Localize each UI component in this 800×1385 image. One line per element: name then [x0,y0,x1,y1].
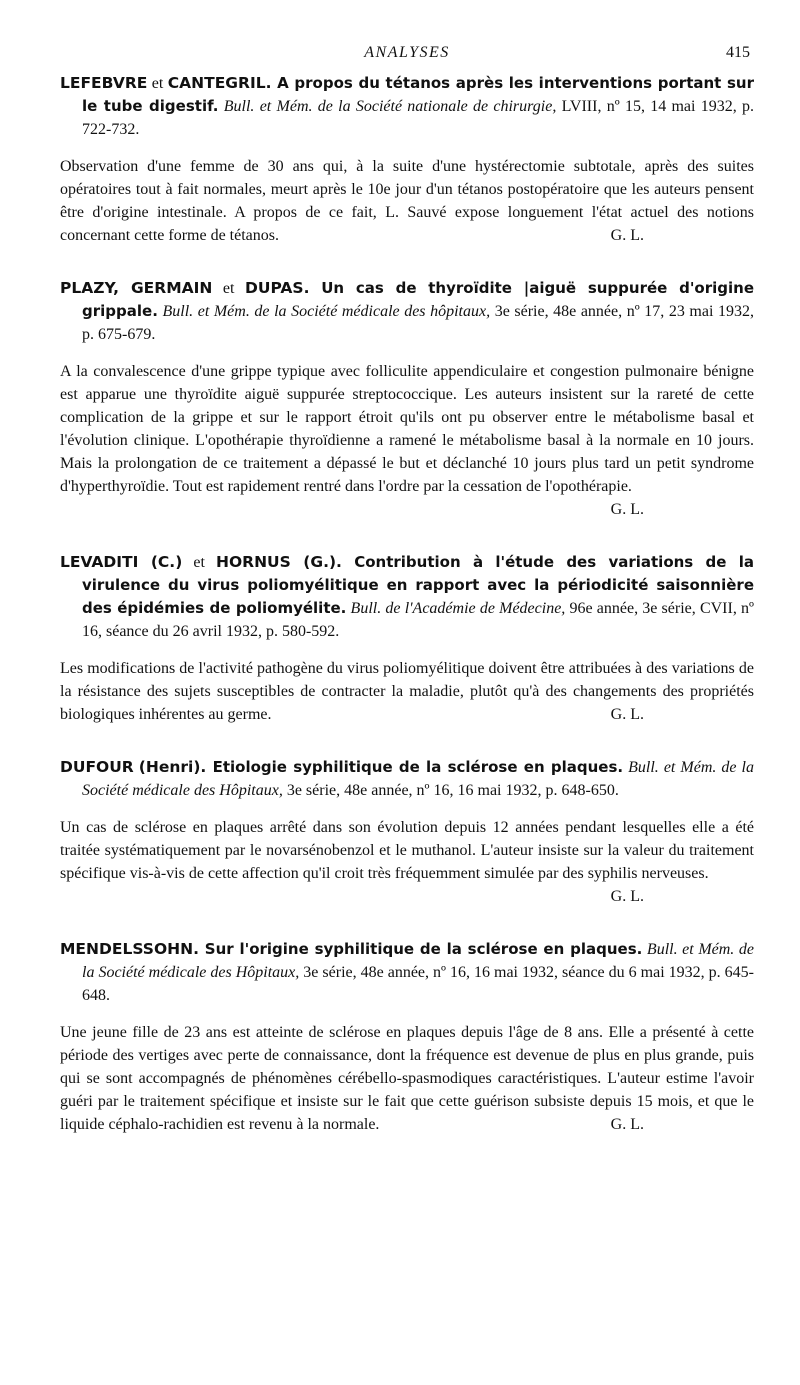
publication-details: 3e série, 48e année, nº 16, 16 mai 1932, p. 648-650. [282,782,619,799]
article-title: Contribution à l'étude des variations de la virulence du virus poliomyélitique en rapport avec la périodicité saisonnière des épidémies de poliomyélite. [82,553,755,617]
journal-name: Bull. et Mém. de la Société médicale des Hôpitaux, [82,941,754,981]
abstract-text [60,360,754,521]
page-number: 415 [726,44,750,61]
journal-name: Bull. et Mém. de la Société médicale des hôpitaux, [157,303,491,320]
reviewer-signature: G. L. [610,888,644,905]
publication-details: 96e année, 3e série, CVII, nº 16, séance du 26 avril 1932, p. 580-592. [82,600,754,640]
abstract-body: Les modifications de l'activité pathogène du virus poliomyélitique doivent être attribuées à des variations de la résistance des sujets susceptibles de contracter la maladie, plutôt qu'à des changements des propriétés biologiques inhérentes au germe. [60,660,754,723]
author-name: LEVADITI (C.) [60,553,183,571]
abstract-entry [60,551,754,726]
abstract-text [60,816,754,908]
article-title: Etiologie syphilitique de la sclérose en plaques. [206,758,624,776]
publication-details: 3e série, 48e année, nº 16, 16 mai 1932, séance du 6 mai 1932, p. 645-648. [82,964,755,1004]
abstract-text [60,657,754,726]
author-name: DUFOUR [60,758,134,776]
author-name: MENDELSSOHN. [60,940,199,958]
abstract-entry [60,72,754,247]
reviewer-signature: G. L. [610,501,644,518]
journal-name: Bull. et Mém. de la Société médicale des Hôpitaux, [82,759,754,799]
bibliographic-reference [60,938,754,1007]
abstract-entry [60,277,754,521]
abstract-entry [60,756,754,908]
journal-name: Bull. et Mém. de la Société nationale de chirurgie, [218,98,557,115]
author-name: DUPAS. [245,279,310,297]
author-name: (Henri). [138,758,207,776]
reviewer-signature: G. L. [610,1116,644,1133]
journal-name: Bull. de l'Académie de Médecine, [346,600,566,617]
publication-details: LVIII, nº 15, 14 mai 1932, p. 722-732. [82,98,755,138]
running-title: ANALYSES [364,44,450,61]
abstract-body: Une jeune fille de 23 ans est atteinte de sclérose en plaques depuis l'âge de 8 ans. Elle a présenté à cette période des vertiges avec perte de connaissance, dont la fréquence est devenue de plus en plus grande, puis qui se sont accompagnés de phénomènes cérébello-spasmodiques caractéristiques. L'auteur estime l'avoir guéri par le traitement spécifique et insiste sur le fait que cette guérison subsiste depuis 15 mois, et que le liquide céphalo-rachidien est revenu à la normale. [60,1024,754,1133]
running-header [60,38,754,72]
author-name: PLAZY, GERMAIN [60,279,213,297]
article-title: Un cas de thyroïdite |aiguë suppurée d'origine grippale. [82,279,755,320]
reviewer-signature: G. L. [610,227,644,244]
author-name: CANTEGRIL. [167,74,272,92]
bibliographic-reference [60,756,754,802]
reviewer-signature: G. L. [610,706,644,723]
author-name: HORNUS (G.). [215,553,342,571]
author-conjunction: et [147,75,168,92]
bibliographic-reference [60,72,754,141]
article-title: A propos du tétanos après les interventions portant sur le tube digestif. [82,74,754,115]
author-conjunction: et [212,280,246,297]
article-title: Sur l'origine syphilitique de la sclérose en plaques. [198,940,643,958]
abstract-text [60,1021,754,1136]
abstract-body: Observation d'une femme de 30 ans qui, à la suite d'une hystérectomie subtotale, après des suites opératoires tout à fait normales, meurt après le 10e jour d'un tétanos postopératoire que les auteurs pensent être d'origine intestinale. A propos de ce fait, L. Sauvé expose longuement l'état actuel des notions concernant cette forme de tétanos. [60,158,754,244]
abstract-text [60,155,754,247]
author-name: LEFEBVRE [60,74,148,92]
author-conjunction: et [182,554,216,571]
bibliographic-reference [60,551,754,643]
bibliographic-reference [60,277,754,346]
abstract-entry [60,938,754,1136]
publication-details: 3e série, 48e année, nº 17, 23 mai 1932, p. 675-679. [82,303,754,343]
abstract-body: Un cas de sclérose en plaques arrêté dans son évolution depuis 12 années pendant lesquelles elle a été traitée systématiquement par le novarsénobenzol et le muthanol. L'auteur insiste sur la valeur du traitement spécifique vis-à-vis de cette affection qu'il croit très fréquemment simulée par des syphilis nerveuses. [60,819,754,882]
abstract-body: A la convalescence d'une grippe typique avec folliculite appendiculaire et congestion pulmonaire bénigne est apparue une thyroïdite aiguë suppurée streptococcique. Les auteurs insistent sur la rareté de cette complication de la grippe et sur le rapport étroit qu'ils ont pu observer entre le métabolisme basal et l'évolution clinique. L'opothérapie thyroïdienne a ramené le métabolisme basal à la normale en 10 jours. Mais la prolongation de ce traitement a dépassé le but et déclanché 10 jours plus tard un petit syndrome d'hyperthyroïdie. Tout est rapidement rentré dans l'ordre par la cessation de l'opothérapie. [60,363,754,495]
